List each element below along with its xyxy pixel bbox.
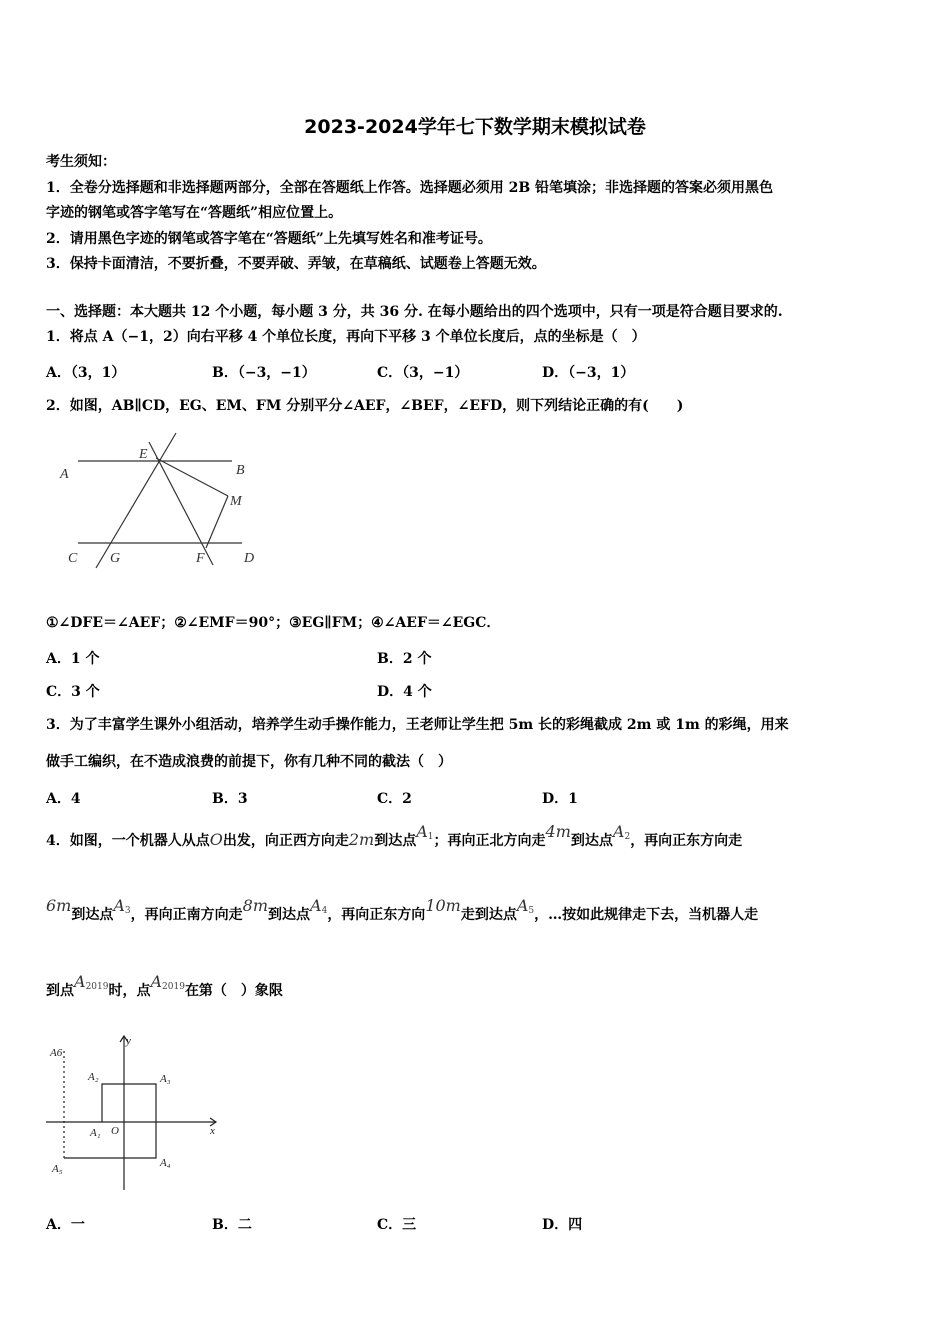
label-a5: A₅ [52,1163,63,1175]
point-a2: $A_2$ [612,822,631,842]
page-title: 2023-2024学年七下数学期末模拟试卷 [304,116,646,138]
label-a3: A₃ [160,1073,171,1085]
line-fm [206,496,228,548]
label-a4: A₄ [160,1157,171,1169]
q4-option-d: D．四 [542,1217,583,1233]
q3-option-a: A．4 [46,791,81,807]
notice-item-1b: 字迹的钢笔或答字笔写在“答题纸”相应位置上。 [46,205,343,221]
q2-option-d: D．4 个 [377,684,432,700]
q3-stem-line2: 做手工编织，在不造成浪费的前提下，你有几种不同的截法（ ） [46,754,452,770]
point-a5: $A_5$ [516,896,535,916]
q3-stem-line1: 3．为了丰富学生课外小组活动，培养学生动手操作能力，王老师让学生把 5m 长的彩绳截成 2m 或 1m 的彩绳，用来 [46,717,789,733]
q3-option-b: B．3 [212,791,248,807]
label-g: G [110,551,121,566]
section-heading: 一、选择题：本大题共 12 个小题，每小题 3 分，共 36 分. 在每小题给出的四个选项中，只有一项是符合题目要求的. [46,304,783,320]
label-f: F [196,551,205,566]
label-a6: A6 [50,1047,63,1059]
label-c: C [68,551,78,566]
notice-item-3: 3．保持卡面清洁，不要折叠，不要弄破、弄皱，在草稿纸、试题卷上答题无效。 [46,256,546,272]
axis-label-y: y [126,1035,131,1047]
point-a3: $A_3$ [113,896,131,916]
label-b: B [236,463,245,478]
q4-stem-line1: 4．如图，一个机器人从点O出发，向正西方向走2m到达点$A_1$；再向正北方向走4m到达点$A_2$，再向正东方向走 [46,822,743,849]
point-a1: $A_1$ [416,822,434,842]
label-a2: A₂ [88,1071,99,1083]
label-d: D [244,551,255,566]
label-a1: A₁ [90,1127,101,1139]
q1-option-b: B．（−3，−1） [212,365,316,381]
q4-option-b: B．二 [212,1217,252,1233]
q1-option-a: A．（3，1） [46,365,126,381]
origin-label: O [111,1125,119,1137]
q2-parallel-lines-figure [56,428,276,578]
q4-stem-line3: 到点$A_{2019}$时，点$A_{2019}$在第（ ）象限 [46,972,283,999]
q2-stem: 2．如图，AB∥CD，EG、EM、FM 分别平分∠AEF，∠BEF，∠EFD，则下列结论正确的有( ) [46,398,684,414]
notice-item-2: 2．请用黑色字迹的钢笔或答字笔在“答题纸”上先填写姓名和准考证号。 [46,231,492,247]
notice-heading: 考生须知： [46,154,116,170]
q1-option-c: C．（3，−1） [377,365,469,381]
line-eg [96,433,176,568]
label-a: A [60,467,69,482]
q1-stem: 1．将点 A（−1，2）向右平移 4 个单位长度，再向下平移 3 个单位长度后，点的坐标是（ ） [46,329,646,345]
notice-item-1a: 1．全卷分选择题和非选择题两部分，全部在答题纸上作答。选择题必须用 2B 铅笔填涂；非选择题的答案必须用黑色 [46,180,774,196]
label-e: E [139,447,148,462]
q4-option-c: C．三 [377,1217,417,1233]
q4-option-a: A．一 [46,1217,85,1233]
axis-label-x: x [210,1125,215,1137]
q1-option-d: D．（−3，1） [542,365,635,381]
q2-option-b: B．2 个 [377,651,432,667]
q3-option-d: D．1 [542,791,578,807]
q2-option-a: A．1 个 [46,651,100,667]
point-a2019-b: $A_{2019}$ [150,972,185,992]
q2-option-c: C．3 个 [46,684,100,700]
q3-option-c: C．2 [377,791,412,807]
q4-stem-line2: 6m到达点$A_3$，再向正南方向走8m到达点$A_4$，再向正东方向10m走到达点$A_5$，…按如此规律走下去，当机器人走 [46,896,759,923]
q4-robot-path-figure [40,1032,230,1197]
point-a2019: $A_{2019}$ [74,972,109,992]
label-m: M [230,494,242,509]
point-a4: $A_4$ [310,896,328,916]
q2-statements: ①∠DFE＝∠AEF；②∠EMF＝90°；③EG∥FM；④∠AEF＝∠EGC． [46,615,501,631]
robot-path [64,1084,156,1158]
